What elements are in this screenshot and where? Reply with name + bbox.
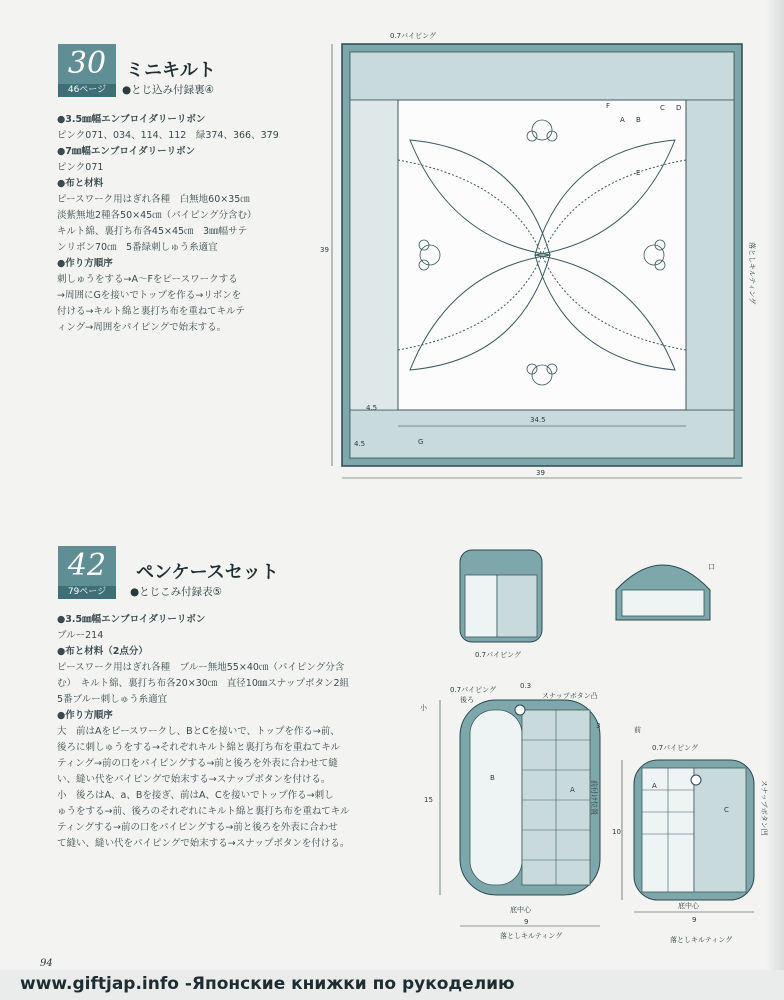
text-line: い、縫い代をパイピングで始末する→スナップボタンを付ける。 xyxy=(57,774,331,785)
width-dimension: 39 xyxy=(536,469,545,477)
dim-9: 9 xyxy=(692,916,697,924)
section-heading: ●作り方順序 xyxy=(57,710,113,721)
page-reference: 79ページ xyxy=(58,586,116,599)
text-line: て縫い、縫い代をパイピングで始末する→スナップボタンを付ける。 xyxy=(57,838,350,849)
text-line: 後ろに刺しゅうをする→それぞれキルト綿と裏打ち布を重ねてキル xyxy=(57,742,341,753)
text-line: 淡紫無地2種各50×45㎝（パイピング分含む） xyxy=(57,210,257,221)
text-line: ピンク071 xyxy=(57,162,104,173)
dim-15: 15 xyxy=(424,796,433,804)
dim-03: 0.3 xyxy=(520,682,532,690)
materials-and-steps xyxy=(57,112,337,336)
section-number: 42 xyxy=(58,546,116,586)
text-line: ィング→周囲をパイピングで始末する。 xyxy=(57,322,227,333)
materials-and-steps xyxy=(57,612,397,852)
text-line: 大 前はAをピースワークし、BとCを接いで、トップを作る→前、 xyxy=(57,726,340,737)
section-subtitle: ●とじ込み付録裏④ xyxy=(122,84,215,96)
footer-banner xyxy=(0,970,784,1000)
pencase-thumbnail-front xyxy=(455,545,545,665)
thumb-piping-label: 0.7パイピング xyxy=(475,651,521,659)
drop-quilting-label: 落としキルティング xyxy=(670,936,733,944)
piece-label-a: A xyxy=(620,116,625,124)
section-heading: ●布と材料 xyxy=(57,178,104,189)
section-title: ミニキルト xyxy=(126,60,216,81)
piece-label-e: E xyxy=(636,169,641,177)
piping-label: 0.7パイピング xyxy=(390,32,436,40)
text-line: ティングする→前の口をパイピングする→前と後ろを外表に合わせ xyxy=(57,822,338,833)
section-heading: ●3.5㎜幅エンブロイダリーリボン xyxy=(57,114,206,125)
section-heading: ●7㎜幅エンブロイダリーリボン xyxy=(57,146,196,157)
piece-label-g: G xyxy=(418,438,424,446)
piece-label-c: C xyxy=(660,104,665,112)
piece-c-label: C xyxy=(724,806,729,814)
section-heading: ●布と材料（2点分） xyxy=(57,646,148,657)
section-heading: ●作り方順序 xyxy=(57,258,113,269)
text-line: ピンク071、034、114、112 緑374、366、379 xyxy=(57,130,279,141)
text-line: ティング→前の口をパイピングする→前と後ろを外表に合わせて縫 xyxy=(57,758,338,769)
text-line: 刺しゅうをする→A～Fをピースワークする xyxy=(57,274,238,285)
snap-concave-label: スナップボタン凹 xyxy=(760,780,768,836)
page-number: 94 xyxy=(40,958,53,969)
text-line: む） キルト綿、裏打ち布各20×30㎝ 直径10㎜スナップボタン2組 xyxy=(57,678,350,689)
piece-a-label: A xyxy=(570,786,575,794)
quilt-diagram xyxy=(320,30,760,480)
border-top-dimension: 4.5 xyxy=(366,404,378,412)
size-small-label: 小 xyxy=(420,704,427,712)
text-line: ンリボン70㎝ 5番緑刺しゅう糸適宜 xyxy=(57,242,218,253)
section-subtitle: ●とじこみ付録表⑤ xyxy=(130,586,223,598)
text-line: 5番ブルー刺しゅう糸適宜 xyxy=(57,694,168,705)
front-piping-label: 0.7パイピング xyxy=(652,744,698,752)
dim-9: 9 xyxy=(524,918,529,926)
text-line: 小 後ろはA、a、Bを接ぎ、前はA、Cを接いでトップ作る→刺し xyxy=(57,790,334,801)
section-title: ペンケースセット xyxy=(136,562,279,583)
section-number: 30 xyxy=(58,44,116,84)
opening-label: 口 xyxy=(708,563,715,571)
text-line: ブルー214 xyxy=(57,630,104,641)
height-dimension: 39 xyxy=(320,246,329,254)
bottom-center-label: 底中心 xyxy=(510,906,531,914)
front-position-label: 前付け位置 xyxy=(590,780,598,815)
text-line: ピースワーク用はぎれ各種 ブルー無地55×40㎝（パイピング分含 xyxy=(57,662,345,673)
snap-convex-label: スナップボタン凸 xyxy=(542,692,598,700)
inner-dimension: 34.5 xyxy=(530,416,546,424)
piece-label-d: D xyxy=(676,104,682,112)
text-line: →周囲にGを接いでトップを作る→リボンを xyxy=(57,290,242,301)
dim-3: 3 xyxy=(596,722,601,730)
text-line: ピースワーク用はぎれ各種 白無地60×35㎝ xyxy=(57,194,250,205)
bottom-center-label: 底中心 xyxy=(678,902,699,910)
text-line: ゅうをする→前、後ろのそれぞれにキルト綿と裏打ち布を重ねてキル xyxy=(57,806,350,817)
text-line: キルト綿、裏打ち布各45×45㎝ 3㎜幅サテ xyxy=(57,226,248,237)
piece-a-label: A xyxy=(652,782,657,790)
piece-label-f: F xyxy=(606,102,611,110)
drop-quilting-label: 落としキルティング xyxy=(500,932,563,940)
page-reference: 46ページ xyxy=(58,84,116,97)
back-label: 後ろ xyxy=(460,696,474,704)
front-label: 前 xyxy=(634,726,641,734)
dim-10: 10 xyxy=(612,828,621,836)
section-heading: ●3.5㎜幅エンブロイダリーリボン xyxy=(57,614,206,625)
piece-label-b: B xyxy=(636,116,641,124)
side-note: 落としキルティング xyxy=(748,242,756,305)
text-line: 付ける→キルト綿と裏打ち布を重ねてキルテ xyxy=(57,306,246,317)
footer-watermark: www.giftjap.info -Японские книжки по рукоделию xyxy=(20,974,515,994)
pencase-thumbnail-top xyxy=(608,545,718,635)
piece-b-label: B xyxy=(490,774,495,782)
pencase-small-front-diagram xyxy=(612,720,772,950)
back-piping-label: 0.7パイピング xyxy=(450,686,496,694)
border-left-dimension: 4.5 xyxy=(354,440,366,448)
pencase-small-back-diagram xyxy=(420,680,620,940)
